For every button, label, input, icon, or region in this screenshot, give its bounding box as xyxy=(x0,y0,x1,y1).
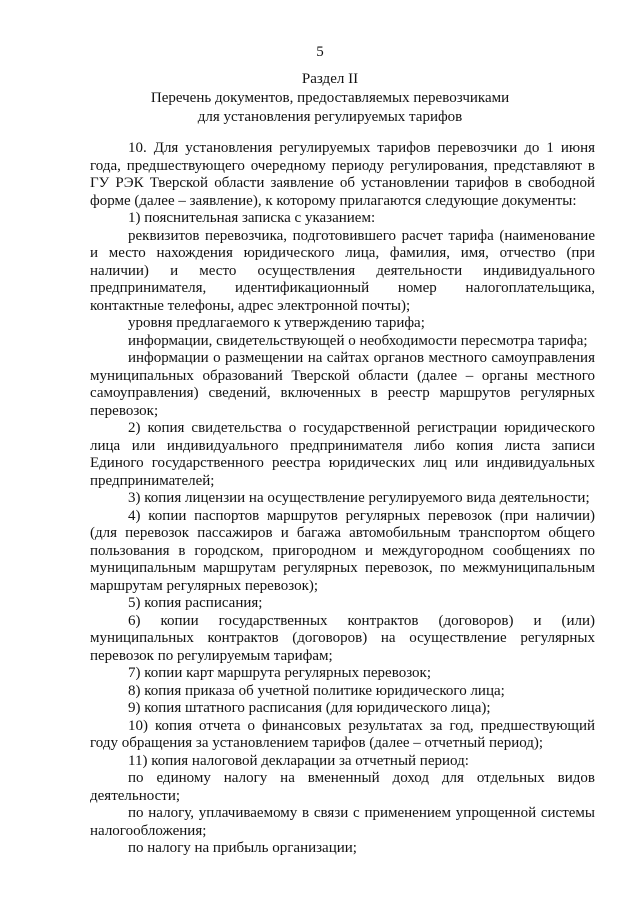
item-3-license: 3) копия лицензии на осуществление регулируемого вида деятельности; xyxy=(128,490,590,506)
subitem-proposed-tariff: уровня предлагаемого к утверждению тарифа; xyxy=(128,315,425,331)
section-title-line-1: Перечень документов, предоставляемых перевозчиками xyxy=(150,90,510,106)
item-9-staff-schedule: 9) копия штатного расписания (для юридического лица); xyxy=(128,700,491,716)
subitem-simplified-tax: по налогу, уплачиваемому в связи с применением упрощенной системы налогообложения; xyxy=(90,805,595,839)
subitem-imputed-income-tax: по единому налогу на вмененный доход для отдельных видов деятельности; xyxy=(90,770,595,804)
item-7-route-maps: 7) копии карт маршрута регулярных перевозок; xyxy=(128,665,431,681)
subitem-revision-need: информации, свидетельствующей о необходимости пересмотра тарифа; xyxy=(128,332,588,349)
subitem-profit-tax: по налогу на прибыль организации; xyxy=(128,840,357,856)
subitem-website-info: информации о размещении на сайтах органов местного самоуправления муниципальных образований Тверской области (далее – органы местного самоуправления) сведений, включенных в реестр маршрутов регулярных перевозок; xyxy=(90,350,595,419)
item-2-registration-certificate: 2) копия свидетельства о государственной регистрации юридического лица или индивидуального предпринимателя либо копия листа записи Единого государственного реестра юридических лиц или индивидуальных предпринимателей; xyxy=(90,420,595,489)
paragraph-10-intro: 10. Для установления регулируемых тарифов перевозчики до 1 июня года, предшествующего очередному периоду регулирования, представляют в ГУ РЭК Тверской области заявление об установлении тарифов в свободной форме (далее – заявление), к которому прилагаются следующие документы: xyxy=(90,140,595,209)
item-5-schedule: 5) копия расписания; xyxy=(128,595,263,611)
subitem-carrier-details: реквизитов перевозчика, подготовившего расчет тарифа (наименование и место нахождения юридического лица, фамилия, имя, отчество (при наличии) и место осуществления деятельности индивидуального предпринимателя, идентификационный номер налогоплательщика, контактные телефоны, адрес электронной почты); xyxy=(90,227,595,314)
document-body xyxy=(90,140,595,858)
section-heading xyxy=(80,70,580,127)
page-number: 5 xyxy=(316,44,324,60)
item-4-route-passports: 4) копии паспортов маршрутов регулярных перевозок (при наличии) (для перевозок пассажиров и багажа автомобильным транспортом общего пользования в городском, пригородном и междугородном сообщениях по муниципальным маршрутам регулярных перевозок, по межмуниципальным маршрутам регулярных перевозок); xyxy=(90,507,595,594)
section-title-line-2: для установления регулируемых тарифов xyxy=(197,109,463,125)
section-label: Раздел II xyxy=(301,71,359,87)
item-1-explanatory-note: 1) пояснительная записка с указанием: xyxy=(128,210,376,226)
item-8-accounting-policy: 8) копия приказа об учетной политике юридического лица; xyxy=(128,682,505,699)
item-11-tax-declaration: 11) копия налоговой декларации за отчетный период: xyxy=(128,752,469,769)
item-10-financial-report: 10) копия отчета о финансовых результатах за год, предшествующий году обращения за установлением тарифов (далее – отчетный период); xyxy=(90,717,595,751)
item-6-contracts: 6) копии государственных контрактов (договоров) и (или) муниципальных контрактов (договоров) на осуществление регулярных перевозок по регулируемым тарифам; xyxy=(90,612,595,664)
